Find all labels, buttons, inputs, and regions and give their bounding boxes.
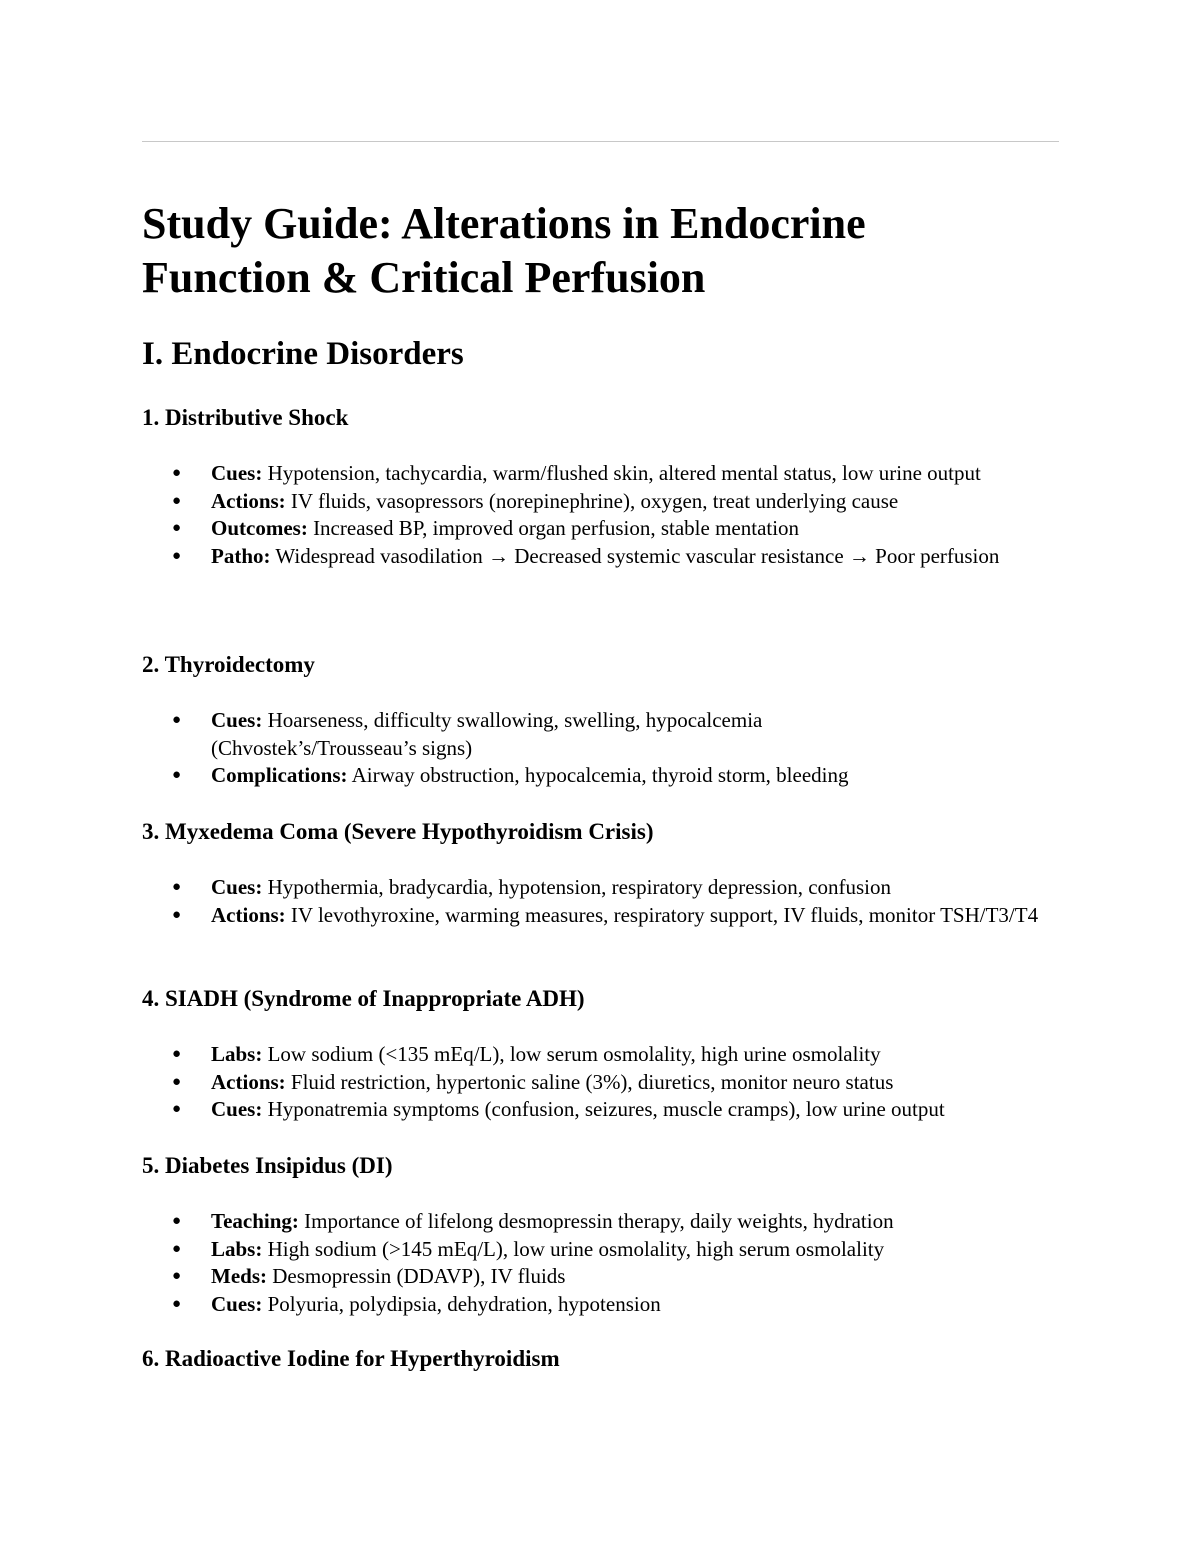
bullet-icon: ●: [172, 767, 182, 783]
item-text: IV levothyroxine, warming measures, respiratory support, IV fluids, monitor TSH/T3/T4: [290, 902, 1039, 927]
item-text: IV fluids, vasopressors (norepinephrine), oxygen, treat underlying cause: [290, 488, 899, 513]
item-text: Desmopressin (DDAVP), IV fluids: [272, 1264, 566, 1288]
bullet-icon: ●: [172, 1046, 182, 1062]
list-item: [142, 1291, 1041, 1319]
bullet-icon: ●: [172, 1240, 182, 1257]
bullet-list: [142, 460, 1059, 570]
item-text: Increased BP, improved organ perfusion, stable mentation: [313, 516, 800, 540]
item-label: Cues:: [211, 1097, 263, 1121]
item-text: Hoarseness, difficulty swallowing, swelling, hypocalcemia (Chvostek’s/Trousseau’s signs): [211, 708, 763, 760]
item-label: Cues:: [211, 875, 263, 899]
list-item: [142, 1208, 1041, 1236]
section-myxedema-coma: [142, 817, 1059, 927]
bullet-icon: ●: [172, 547, 182, 564]
list-item: [142, 460, 1041, 488]
section-heading: 1. Distributive Shock: [142, 405, 349, 430]
item-text: Hypothermia, bradycardia, hypotension, respiratory depression, confusion: [267, 875, 892, 899]
item-label: Teaching:: [211, 1209, 299, 1233]
item-text: Widespread vasodilation → Decreased systemic vascular resistance → Poor perfusion: [275, 543, 1000, 568]
list-item: [142, 1069, 1041, 1097]
item-text: Hyponatremia symptoms (confusion, seizures, muscle cramps), low urine output: [267, 1097, 945, 1121]
bullet-icon: ●: [172, 1073, 182, 1090]
list-item: [142, 707, 851, 762]
bullet-icon: ●: [172, 492, 182, 509]
section-heading: 4. SIADH (Syndrome of Inappropriate ADH): [142, 986, 585, 1011]
section-radioactive-iodine: [142, 1344, 1059, 1374]
item-text: Fluid restriction, hypertonic saline (3%), diuretics, monitor neuro status: [290, 1069, 894, 1094]
list-item: [142, 874, 1041, 902]
section-thyroidectomy: [142, 650, 1059, 787]
item-text: Importance of lifelong desmopressin therapy, daily weights, hydration: [304, 1209, 894, 1233]
item-text: Airway obstruction, hypocalcemia, thyroid storm, bleeding: [351, 763, 849, 787]
list-item: [142, 1041, 1041, 1069]
list-item: [142, 515, 1041, 543]
list-item: [142, 543, 1041, 571]
document-title: Study Guide: Alterations in Endocrine Function & Critical Perfusion: [142, 199, 866, 302]
item-label: Meds:: [211, 1264, 267, 1288]
item-label: Actions:: [211, 1069, 286, 1094]
list-item: [142, 488, 1041, 516]
item-label: Labs:: [211, 1236, 263, 1261]
bullet-icon: ●: [172, 1268, 182, 1284]
item-label: Labs:: [211, 1042, 263, 1066]
item-label: Cues:: [211, 1291, 263, 1316]
bullet-list: [142, 1208, 1059, 1318]
section-siadh: [142, 984, 1059, 1121]
item-label: Actions:: [211, 902, 286, 927]
section-heading: 2. Thyroidectomy: [142, 652, 315, 677]
section-heading: 5. Diabetes Insipidus (DI): [142, 1153, 393, 1178]
section-diabetes-insipidus: [142, 1151, 1059, 1316]
bullet-list: [142, 707, 1059, 790]
section-distributive-shock: [142, 403, 1059, 568]
list-item: [142, 1096, 1061, 1124]
section-heading: 6. Radioactive Iodine for Hyperthyroidism: [142, 1346, 560, 1371]
list-item: [142, 902, 1041, 930]
bullet-icon: ●: [172, 1101, 182, 1117]
bullet-icon: ●: [172, 1295, 182, 1312]
item-text: Polyuria, polydipsia, dehydration, hypotension: [267, 1291, 661, 1316]
bullet-list: [142, 874, 1059, 929]
item-text: Low sodium (<135 mEq/L), low serum osmolality, high urine osmolality: [267, 1042, 881, 1066]
bullet-icon: ●: [172, 520, 182, 536]
item-text: Hypotension, tachycardia, warm/flushed skin, altered mental status, low urine output: [267, 461, 981, 485]
item-label: Cues:: [211, 708, 263, 732]
bullet-icon: ●: [172, 879, 182, 895]
bullet-icon: ●: [172, 906, 182, 923]
list-item: [142, 1263, 1041, 1291]
bullet-icon: ●: [172, 465, 182, 481]
item-label: Actions:: [211, 488, 286, 513]
item-label: Patho:: [211, 543, 271, 568]
section-heading: 3. Myxedema Coma (Severe Hypothyroidism Crisis): [142, 819, 654, 844]
part-heading: I. Endocrine Disorders: [142, 336, 464, 372]
horizontal-rule: [142, 141, 1059, 142]
bullet-icon: ●: [172, 712, 182, 728]
list-item: [142, 762, 1041, 790]
bullet-icon: ●: [172, 1213, 182, 1229]
item-label: Cues:: [211, 461, 263, 485]
item-label: Outcomes:: [211, 516, 308, 540]
item-text: High sodium (>145 mEq/L), low urine osmolality, high serum osmolality: [267, 1236, 885, 1261]
item-label: Complications:: [211, 763, 348, 787]
bullet-list: [142, 1041, 1059, 1124]
list-item: [142, 1236, 1041, 1264]
